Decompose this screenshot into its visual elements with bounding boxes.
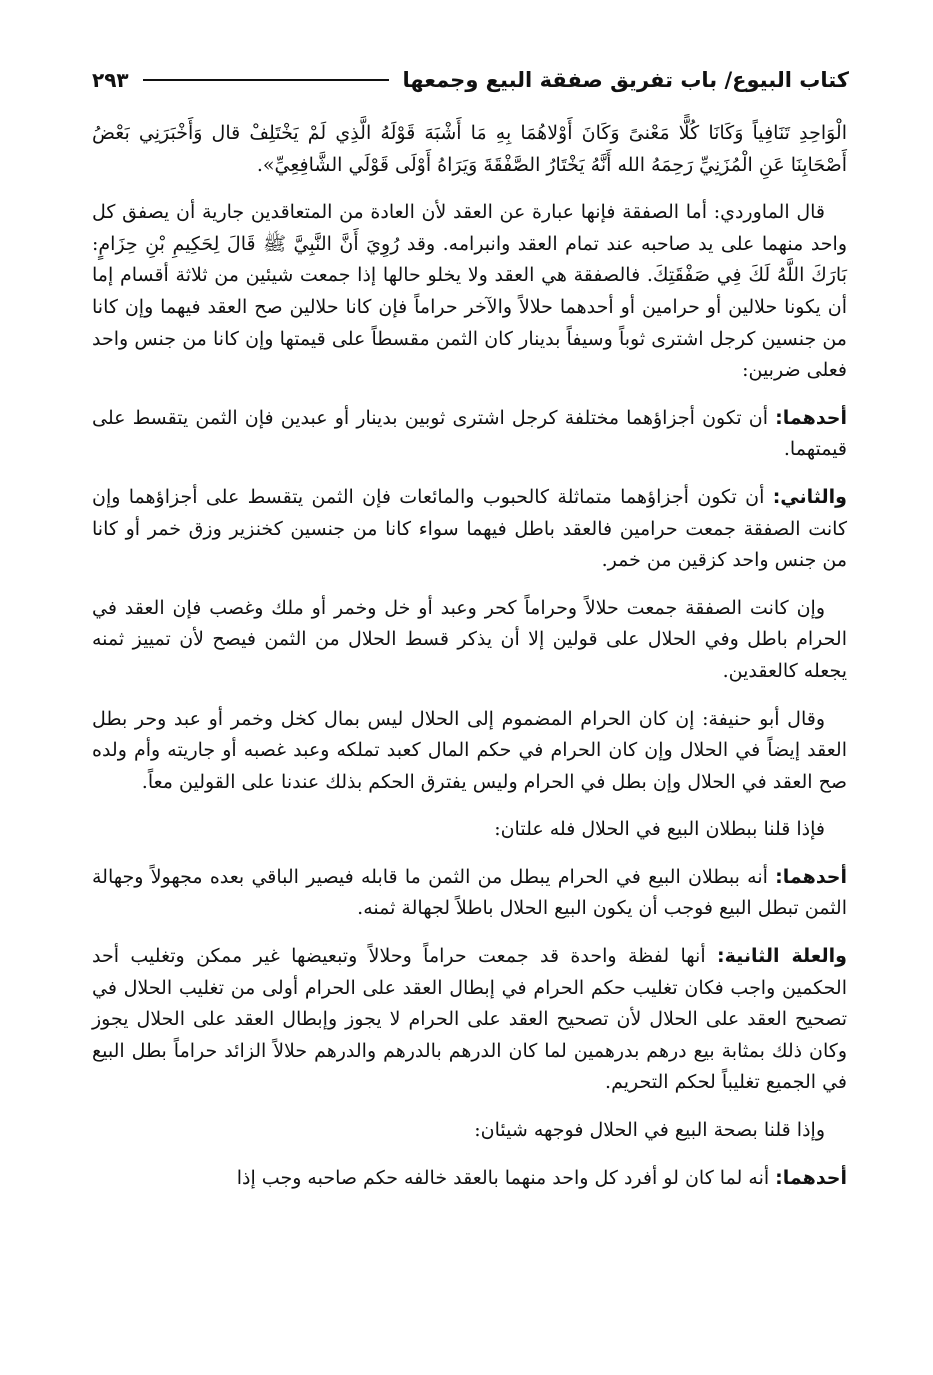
paragraph (92, 197, 847, 387)
paragraph-text: أن تكون أجزاؤهما متماثلة كالحبوب والمائعات فإن الثمن يتقسط على أجزاؤهما وإن كانت الصفقة جمعت حرامين فالعقد باطل فيهما سواء كانا من جنسين كخنزير وزق خمر أو كانا من جنس واحد كزقين من خمر. (92, 485, 847, 572)
paragraph (92, 704, 847, 799)
paragraph-text: الْوَاحِدِ تَنَافِياً وَكَانَا كُلًّا مَعْنىً وَكَانَ أَوْلاهُمَا بِهِ مَا أَشْبَهَ قَوْلَهُ الَّذِي لَمْ يَخْتَلِفْ قال وَأَخْبَرَنِي بَعْضُ أَصْحَابِنَا عَنِ الْمُزَنِيِّ رَحِمَهُ الله أَنَّهُ يَخْتَارُ الصَّفْقَةَ وَيَرَاهُ أَوْلَى قَوْلَي الشَّافِعِيِّ». (92, 122, 847, 176)
paragraph-text: فإذا قلنا ببطلان البيع في الحلال فله علتان: (494, 818, 825, 841)
paragraph (92, 941, 847, 1099)
page-body (92, 118, 847, 1210)
paragraph-term: والعلة الثانية: (717, 945, 847, 968)
paragraph (92, 862, 847, 925)
paragraph-term: والثاني: (772, 485, 847, 508)
paragraph-text: وقال أبو حنيفة: إن كان الحرام المضموم إلى الحلال ليس بمال كخل وخمر أو عبد وحر بطل العقد إيضاً في الحلال وإن كان الحرام في حكم المال كعبد تملكه وعبد غصبه أو جاريته وأم ولده صح العقد في الحلال وإن بطل في الحرام وليس يفترق الحكم بذلك عندنا على القولين معاً. (92, 707, 847, 793)
paragraph-text: أن تكون أجزاؤهما مختلفة كرجل اشترى ثوبين بدينار أو عبدين فإن الثمن يتقسط على قيمتهما. (92, 406, 847, 461)
paragraph-text: قال الماوردي: أما الصفقة فإنها عبارة عن العقد لأن العادة من المتعاقدين جارية أن يصفق كل واحد منهما على يد صاحبه عند تمام العقد وانبرامه. وقد رُوِيَ أَنَّ النَّبِيَّ ﷺ قَالَ لِحَكِيمِ بْنِ حِزَامٍ: بَارَكَ اللَّهُ لَكَ فِي صَفْقَتِكَ. فالصفقة هي العقد ولا يخلو حالها إذا جمعت شيئين من ثلاثة أقسام إما أن يكونا حلالين أو حرامين أو أحدهما حلالاً والآخر حراماً فإن كانا حلالين صح العقد فيهما وإن كانا من جنسين كرجل اشترى ثوباً وسيفاً بدينار كان الثمن مقسطاً على قيمتها وإن كانا من جنس واحد فعلى ضربين: (92, 201, 847, 382)
paragraph-text: وإذا قلنا بصحة البيع في الحلال فوجهه شيئان: (474, 1119, 825, 1142)
chapter-title: كتاب البيوع/ باب تفريق صفقة البيع وجمعها (402, 68, 849, 92)
running-header (92, 60, 849, 100)
paragraph-text: أنه لما كان لو أفرد كل واحد منهما بالعقد خالفه حكم صاحبه وجب إذا (236, 1166, 776, 1189)
paragraph (92, 403, 847, 466)
paragraph-text: وإن كانت الصفقة جمعت حلالاً وحراماً كحر وعبد أو خل وخمر أو ملك وغصب فإن العقد في الحرام باطل وفي الحلال على قولين إلا أن يذكر قسط الحلال من الثمن فيصح لأن تمييز ثمنه يجعله كالعقدين. (92, 596, 847, 682)
paragraph (92, 814, 847, 846)
paragraph (92, 593, 847, 688)
paragraph-term: أحدهما: (775, 865, 847, 888)
paragraph (92, 1115, 847, 1147)
page-number: ٢٩٣ (92, 68, 129, 92)
paragraph-text: أنه ببطلان البيع في الحرام يبطل من الثمن ما قابله فيصير الباقي بعده مجهولاً وجهالة الثمن تبطل البيع فوجب أن يكون البيع الحلال باطلاً لجهالة ثمنه. (92, 865, 847, 920)
paragraph (92, 1163, 847, 1195)
paragraph-text: أنها لفظة واحدة قد جمعت حراماً وحلالاً وتبعيضها غير ممكن وتغليب أحد الحكمين واجب فكان تغليب حكم الحرام في إبطال العقد على الحرام أولى من تغليب الحلال في تصحيح العقد على الحلال لأن تصحيح العقد على الحرام لا يجوز وإبطال العقد على الحلال يجوز وكان ذلك بمثابة بيع درهم بدرهمين لما كان الدرهم بالدرهم والدرهم حلالاً الزائد حراماً بطل البيع في الجميع تغليباً لحكم التحريم. (92, 945, 847, 1094)
header-rule (143, 79, 389, 81)
paragraph (92, 482, 847, 577)
paragraph-term: أحدهما: (775, 1166, 847, 1189)
quoted-text (92, 118, 847, 181)
paragraph-term: أحدهما: (775, 406, 847, 429)
